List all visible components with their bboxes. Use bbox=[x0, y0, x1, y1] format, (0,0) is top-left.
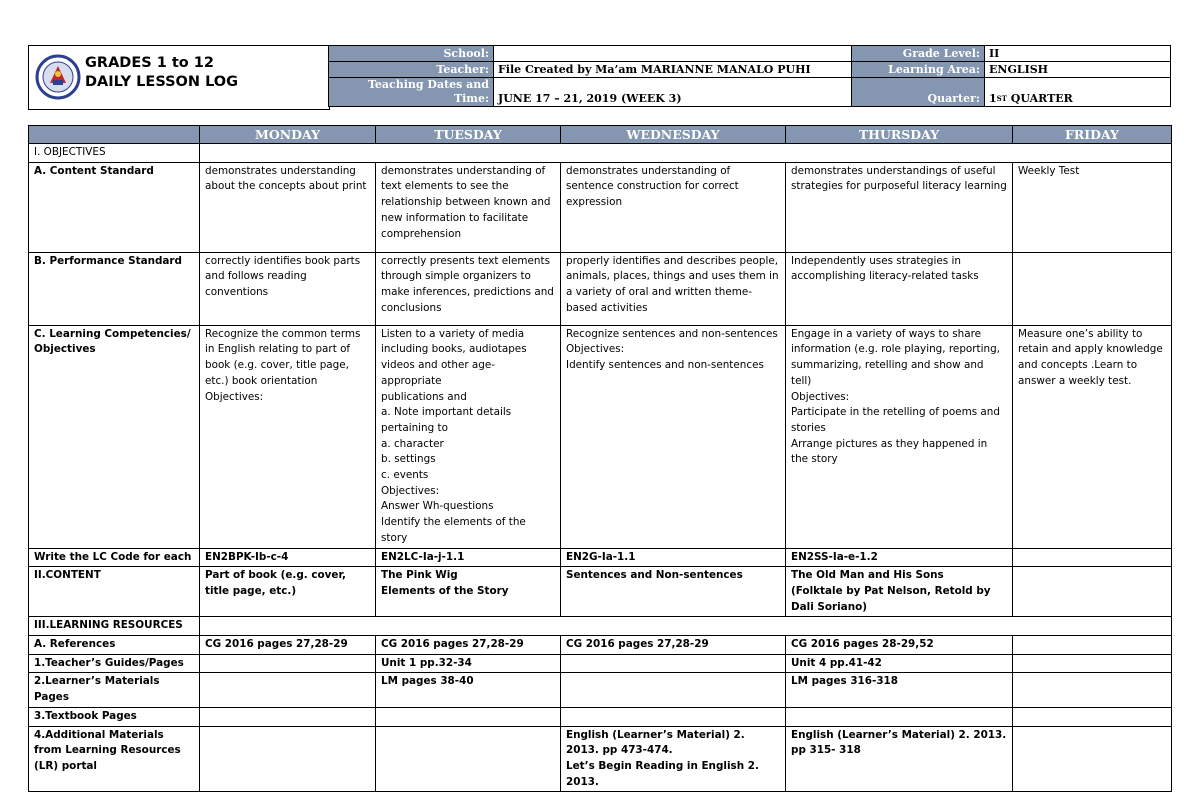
learners-materials-row bbox=[29, 673, 1172, 707]
competencies-monday: Recognize the common terms in English relating to part of book (e.g. cover, title page, etc.) book orientation Objectives: bbox=[200, 325, 376, 548]
lc-code-friday bbox=[1013, 548, 1172, 567]
lesson-log-header bbox=[28, 45, 1171, 110]
performance-standard-row bbox=[29, 252, 1172, 325]
area-label: Learning Area: bbox=[852, 62, 985, 78]
lesson-info-table bbox=[328, 45, 1171, 107]
blank-header-cell bbox=[29, 126, 200, 144]
resources-label: III.LEARNING RESOURCES bbox=[29, 617, 200, 636]
quarter-number: 1 bbox=[989, 92, 997, 105]
textbook-label: 3.Textbook Pages bbox=[29, 707, 200, 726]
objectives-label: I. OBJECTIVES bbox=[29, 144, 200, 163]
additional-materials-row bbox=[29, 726, 1172, 792]
day-header-monday: MONDAY bbox=[200, 126, 376, 144]
lc-code-thursday: EN2SS-Ia-e-1.2 bbox=[786, 548, 1013, 567]
textbook-monday bbox=[200, 707, 376, 726]
additional-materials-friday bbox=[1013, 726, 1172, 792]
day-header-row bbox=[29, 126, 1172, 144]
title-box bbox=[28, 45, 330, 110]
school-value bbox=[494, 46, 852, 62]
textbook-friday bbox=[1013, 707, 1172, 726]
form-title-line2: DAILY LESSON LOG bbox=[85, 74, 239, 90]
quarter-text: QUARTER bbox=[1006, 92, 1073, 105]
performance-standard-monday: correctly identifies book parts and follows reading conventions bbox=[200, 252, 376, 325]
objectives-row bbox=[29, 144, 1172, 163]
competencies-tuesday: Listen to a variety of media including books, audiotapes videos and other age-appropriate publications and a. Note important details pertaining to a. character b. settings c. events Objectives: Answer Wh-questions Identify the elements of the story bbox=[376, 325, 561, 548]
references-friday bbox=[1013, 636, 1172, 655]
references-tuesday: CG 2016 pages 27,28-29 bbox=[376, 636, 561, 655]
day-header-thursday: THURSDAY bbox=[786, 126, 1013, 144]
quarter-value bbox=[985, 78, 1171, 107]
teachers-guide-wednesday bbox=[561, 654, 786, 673]
content-standard-monday: demonstrates understanding about the concepts about print bbox=[200, 162, 376, 252]
competencies-wednesday: Recognize sentences and non-sentences Objectives: Identify sentences and non-sentences bbox=[561, 325, 786, 548]
performance-standard-wednesday: properly identifies and describes people, animals, places, things and uses them in a variety of oral and written theme-based activities bbox=[561, 252, 786, 325]
performance-standard-thursday: Independently uses strategies in accomplishing literacy-related tasks bbox=[786, 252, 1013, 325]
content-thursday: The Old Man and His Sons (Folktale by Pat Nelson, Retold by Dali Soriano) bbox=[786, 567, 1013, 617]
learners-materials-tuesday: LM pages 38-40 bbox=[376, 673, 561, 707]
references-thursday: CG 2016 pages 28-29,52 bbox=[786, 636, 1013, 655]
content-friday bbox=[1013, 567, 1172, 617]
content-standard-wednesday: demonstrates understanding of sentence construction for correct expression bbox=[561, 162, 786, 252]
quarter-label: Quarter: bbox=[852, 78, 985, 107]
learners-materials-thursday: LM pages 316-318 bbox=[786, 673, 1013, 707]
lc-code-tuesday: EN2LC-Ia-j-1.1 bbox=[376, 548, 561, 567]
references-label: A. References bbox=[29, 636, 200, 655]
resources-row bbox=[29, 617, 1172, 636]
performance-standard-label: B. Performance Standard bbox=[29, 252, 200, 325]
references-monday: CG 2016 pages 27,28-29 bbox=[200, 636, 376, 655]
references-row bbox=[29, 636, 1172, 655]
dates-value: JUNE 17 – 21, 2019 (WEEK 3) bbox=[494, 78, 852, 107]
area-value: ENGLISH bbox=[985, 62, 1171, 78]
references-wednesday: CG 2016 pages 27,28-29 bbox=[561, 636, 786, 655]
teacher-label: Teacher: bbox=[329, 62, 494, 78]
teachers-guide-thursday: Unit 4 pp.41-42 bbox=[786, 654, 1013, 673]
content-standard-tuesday: demonstrates understanding of text elements to see the relationship between known and new information to facilitate comprehension bbox=[376, 162, 561, 252]
lc-code-label: Write the LC Code for each bbox=[29, 548, 200, 567]
quarter-suffix: ST bbox=[996, 94, 1007, 103]
content-wednesday: Sentences and Non-sentences bbox=[561, 567, 786, 617]
content-standard-thursday: demonstrates understandings of useful strategies for purposeful literacy learning bbox=[786, 162, 1013, 252]
additional-materials-wednesday: English (Learner’s Material) 2. 2013. pp 473-474. Let’s Begin Reading in English 2. 2013. bbox=[561, 726, 786, 792]
lc-code-wednesday: EN2G-Ia-1.1 bbox=[561, 548, 786, 567]
textbook-wednesday bbox=[561, 707, 786, 726]
teachers-guide-monday bbox=[200, 654, 376, 673]
teachers-guide-row bbox=[29, 654, 1172, 673]
resources-cell bbox=[200, 617, 1172, 636]
performance-standard-friday bbox=[1013, 252, 1172, 325]
dates-label-line1: Teaching Dates and bbox=[367, 78, 489, 91]
learners-materials-wednesday bbox=[561, 673, 786, 707]
school-label: School: bbox=[329, 46, 494, 62]
lc-code-monday: EN2BPK-Ib-c-4 bbox=[200, 548, 376, 567]
content-tuesday: The Pink Wig Elements of the Story bbox=[376, 567, 561, 617]
learners-materials-label: 2.Learner’s Materials Pages bbox=[29, 673, 200, 707]
content-label: II.CONTENT bbox=[29, 567, 200, 617]
day-header-tuesday: TUESDAY bbox=[376, 126, 561, 144]
daily-lesson-table bbox=[28, 125, 1172, 792]
textbook-row bbox=[29, 707, 1172, 726]
content-monday: Part of book (e.g. cover, title page, etc.) bbox=[200, 567, 376, 617]
content-standard-row bbox=[29, 162, 1172, 252]
teachers-guide-tuesday: Unit 1 pp.32-34 bbox=[376, 654, 561, 673]
teachers-guide-friday bbox=[1013, 654, 1172, 673]
deped-seal-icon bbox=[35, 50, 81, 104]
lc-code-row bbox=[29, 548, 1172, 567]
dates-label bbox=[329, 78, 494, 107]
teacher-value: File Created by Ma’am MARIANNE MANALO PUHI bbox=[494, 62, 852, 78]
day-header-wednesday: WEDNESDAY bbox=[561, 126, 786, 144]
content-row bbox=[29, 567, 1172, 617]
grade-value: II bbox=[985, 46, 1171, 62]
textbook-thursday bbox=[786, 707, 1013, 726]
content-standard-friday: Weekly Test bbox=[1013, 162, 1172, 252]
additional-materials-tuesday bbox=[376, 726, 561, 792]
competencies-label: C. Learning Competencies/ Objectives bbox=[29, 325, 200, 548]
competencies-friday: Measure one’s ability to retain and apply knowledge and concepts .Learn to answer a weekly test. bbox=[1013, 325, 1172, 548]
learners-materials-monday bbox=[200, 673, 376, 707]
day-header-friday: FRIDAY bbox=[1013, 126, 1172, 144]
additional-materials-label: 4.Additional Materials from Learning Resources (LR) portal bbox=[29, 726, 200, 792]
grade-label: Grade Level: bbox=[852, 46, 985, 62]
teachers-guide-label: 1.Teacher’s Guides/Pages bbox=[29, 654, 200, 673]
competencies-thursday: Engage in a variety of ways to share information (e.g. role playing, reporting, summarizing, retelling and show and tell) Objectives: Participate in the retelling of poems and stories Arrange pictures as they happened in the story bbox=[786, 325, 1013, 548]
performance-standard-tuesday: correctly presents text elements through simple organizers to make inferences, predictions and conclusions bbox=[376, 252, 561, 325]
objectives-cell bbox=[200, 144, 1172, 163]
textbook-tuesday bbox=[376, 707, 561, 726]
additional-materials-monday bbox=[200, 726, 376, 792]
content-standard-label: A. Content Standard bbox=[29, 162, 200, 252]
competencies-row bbox=[29, 325, 1172, 548]
learners-materials-friday bbox=[1013, 673, 1172, 707]
form-title-line1: GRADES 1 to 12 bbox=[85, 55, 214, 71]
dates-label-line2: Time: bbox=[453, 92, 489, 105]
additional-materials-thursday: English (Learner’s Material) 2. 2013. pp 315- 318 bbox=[786, 726, 1013, 792]
